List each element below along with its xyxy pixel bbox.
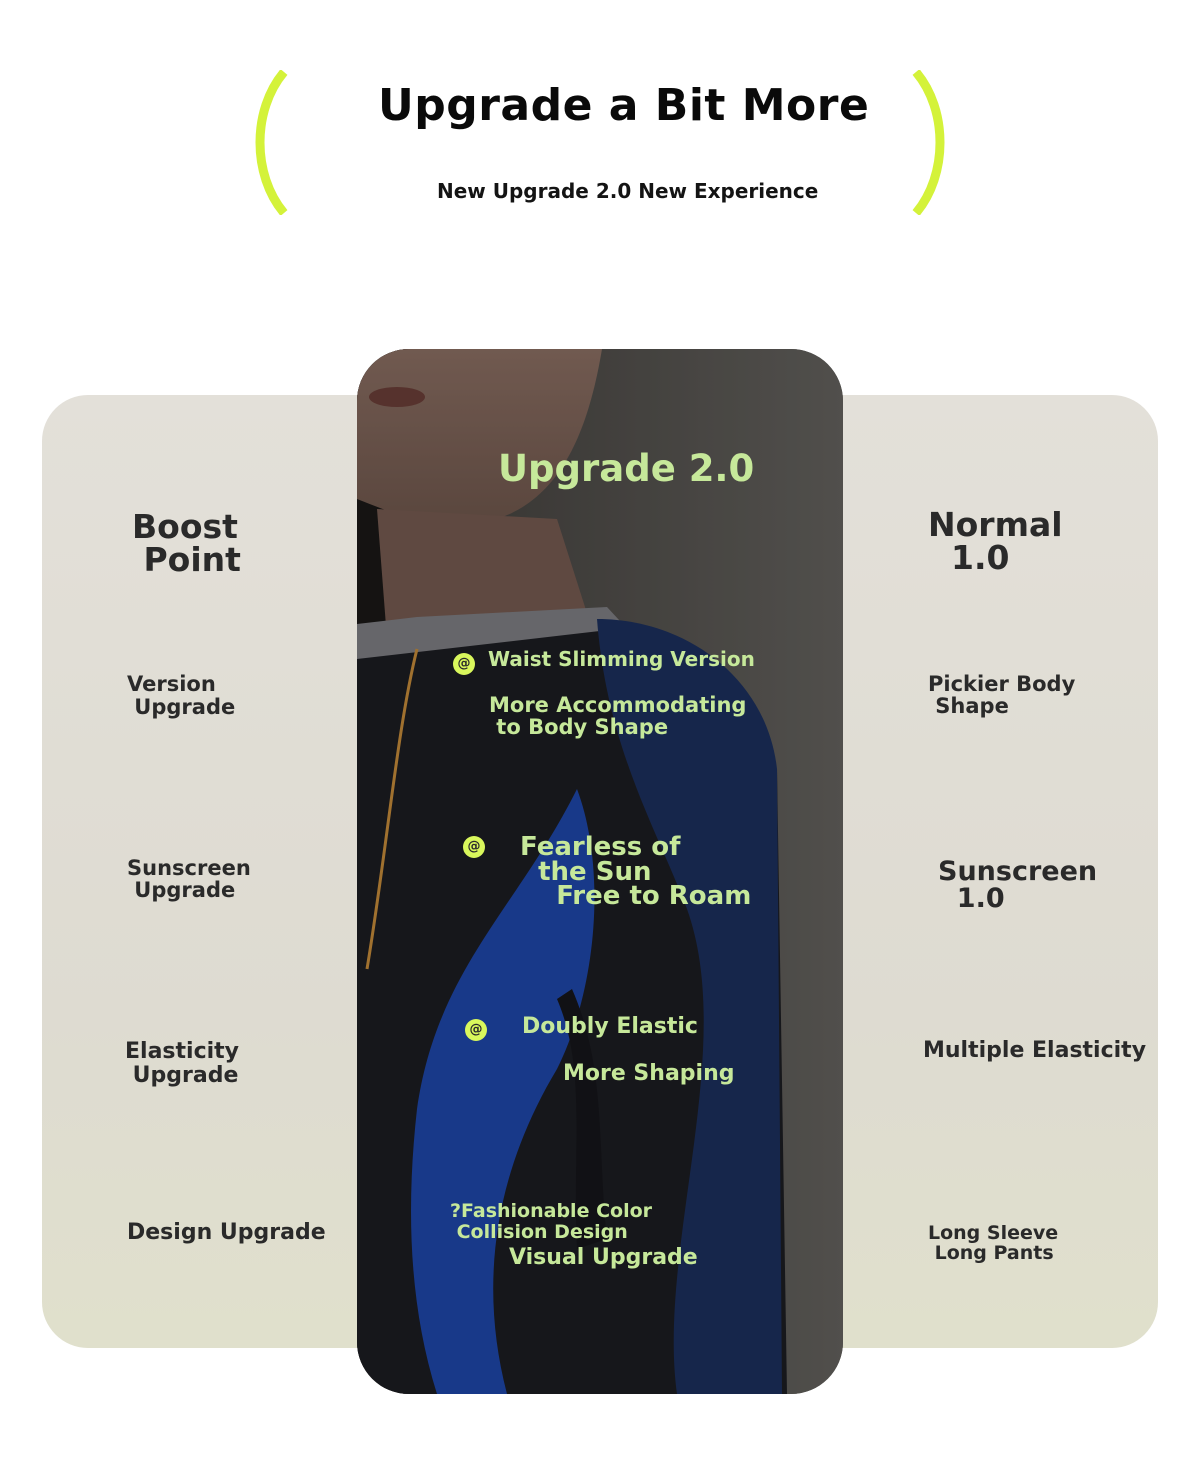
- center-item-design-desc: Visual Upgrade: [509, 1245, 698, 1270]
- at-badge-icon: @: [463, 836, 485, 858]
- page-title: Upgrade a Bit More: [378, 80, 870, 131]
- left-parenthesis-decoration: [250, 70, 310, 215]
- right-item-sunscreen: Sunscreen 1.0: [938, 856, 1098, 914]
- right-item-elasticity: Multiple Elasticity: [923, 1038, 1147, 1063]
- center-item-elastic-desc: More Shaping: [563, 1061, 735, 1086]
- at-badge-icon: @: [453, 653, 475, 675]
- right-parenthesis-decoration: [890, 70, 950, 215]
- right-item-long-sleeve: Long Sleeve Long Pants: [928, 1222, 1059, 1264]
- model-photo-card: [357, 349, 843, 1394]
- center-item-sunscreen: Fearless of the Sun Free to Roam: [520, 832, 752, 912]
- center-item-design-title: ?Fashionable Color Collision Design: [450, 1200, 653, 1244]
- upgrade-2-heading: Upgrade 2.0: [498, 447, 755, 490]
- boost-point-heading: Boost Point: [132, 507, 241, 579]
- page-subtitle: New Upgrade 2.0 New Experience: [437, 179, 819, 203]
- left-item-elasticity: Elasticity Upgrade: [125, 1039, 240, 1089]
- left-item-version: Version Upgrade: [127, 672, 236, 720]
- center-item-waist-desc: More Accommodating to Body Shape: [489, 693, 747, 740]
- at-badge-icon: @: [465, 1019, 487, 1041]
- center-item-elastic-title: Doubly Elastic: [522, 1014, 698, 1039]
- center-item-waist-title: Waist Slimming Version: [488, 647, 755, 671]
- normal-heading: Normal 1.0: [928, 505, 1063, 577]
- left-item-design: Design Upgrade: [127, 1220, 326, 1245]
- right-item-body-shape: Pickier Body Shape: [928, 672, 1076, 719]
- left-item-sunscreen: Sunscreen Upgrade: [127, 856, 251, 903]
